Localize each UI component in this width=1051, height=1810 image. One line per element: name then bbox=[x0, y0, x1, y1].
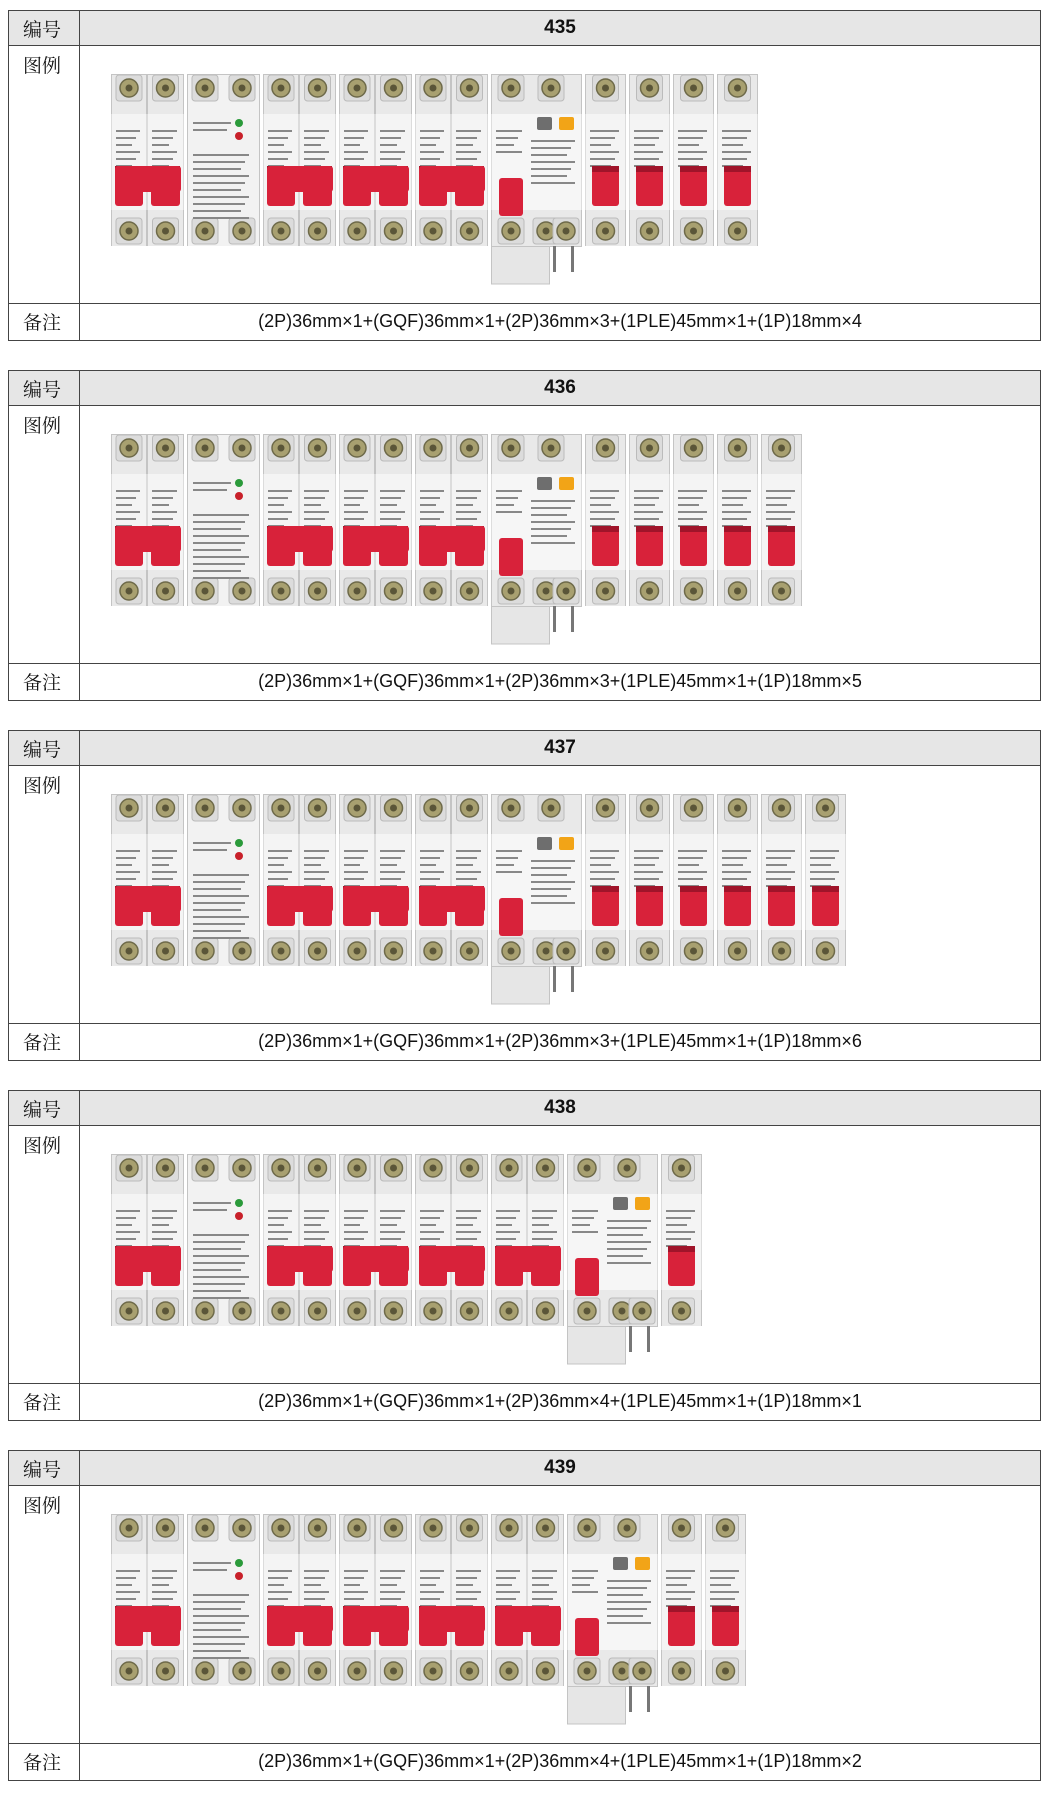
figure-label: 图例 bbox=[9, 45, 80, 303]
remark-row bbox=[9, 663, 1040, 700]
breaker-2p-module bbox=[491, 1154, 567, 1326]
voltage-protector-module bbox=[187, 74, 263, 246]
voltage-protector-module bbox=[187, 1514, 263, 1686]
rcbo-1ple-module bbox=[491, 434, 585, 646]
figure-area bbox=[80, 1485, 1040, 1743]
rcbo-1ple-module bbox=[491, 794, 585, 1006]
breaker-1p-module bbox=[673, 74, 717, 246]
breaker-2p-module bbox=[111, 794, 187, 966]
breaker-2p-module bbox=[111, 1154, 187, 1326]
remark-label: 备注 bbox=[9, 1023, 80, 1060]
figure-area bbox=[80, 765, 1040, 1023]
id-row bbox=[9, 1451, 1040, 1486]
breaker-2p-module bbox=[263, 74, 339, 246]
figure-row bbox=[9, 1125, 1040, 1384]
config-remark: (2P)36mm×1+(GQF)36mm×1+(2P)36mm×4+(1PLE)45mm×1+(1P)18mm×1 bbox=[258, 1391, 862, 1411]
breaker-table-list bbox=[0, 10, 1051, 1810]
config-remark: (2P)36mm×1+(GQF)36mm×1+(2P)36mm×3+(1PLE)45mm×1+(1P)18mm×5 bbox=[258, 671, 862, 691]
config-id: 438 bbox=[544, 1097, 576, 1118]
breaker-1p-module bbox=[661, 1154, 705, 1326]
remark-label: 备注 bbox=[9, 1383, 80, 1420]
breaker-config-block-435 bbox=[8, 10, 1041, 341]
config-remark: (2P)36mm×1+(GQF)36mm×1+(2P)36mm×3+(1PLE)45mm×1+(1P)18mm×4 bbox=[258, 311, 862, 331]
config-id: 435 bbox=[544, 17, 576, 38]
breaker-config-block-439 bbox=[8, 1450, 1041, 1781]
breaker-2p-module bbox=[339, 794, 415, 966]
figure-area bbox=[80, 405, 1040, 663]
breaker-config-block-436 bbox=[8, 370, 1041, 701]
breaker-config-block-438 bbox=[8, 1090, 1041, 1421]
breaker-module-strip bbox=[111, 434, 805, 646]
breaker-2p-module bbox=[111, 434, 187, 606]
config-id: 437 bbox=[544, 737, 576, 758]
breaker-1p-module bbox=[629, 794, 673, 966]
breaker-2p-module bbox=[415, 74, 491, 246]
breaker-2p-module bbox=[415, 434, 491, 606]
breaker-module-strip bbox=[111, 794, 849, 1006]
breaker-2p-module bbox=[263, 434, 339, 606]
breaker-2p-module bbox=[415, 794, 491, 966]
breaker-1p-module bbox=[717, 74, 761, 246]
breaker-1p-module bbox=[805, 794, 849, 966]
breaker-1p-module bbox=[717, 434, 761, 606]
id-label: 编号 bbox=[9, 371, 80, 405]
remark-row bbox=[9, 303, 1040, 340]
breaker-1p-module bbox=[585, 434, 629, 606]
remark-label: 备注 bbox=[9, 1743, 80, 1780]
config-remark: (2P)36mm×1+(GQF)36mm×1+(2P)36mm×4+(1PLE)45mm×1+(1P)18mm×2 bbox=[258, 1751, 862, 1771]
breaker-1p-module bbox=[629, 434, 673, 606]
figure-row bbox=[9, 1485, 1040, 1744]
breaker-1p-module bbox=[717, 794, 761, 966]
rcbo-1ple-module bbox=[491, 74, 585, 286]
id-label: 编号 bbox=[9, 731, 80, 765]
config-id: 436 bbox=[544, 377, 576, 398]
breaker-1p-module bbox=[585, 794, 629, 966]
id-label: 编号 bbox=[9, 1091, 80, 1125]
id-label: 编号 bbox=[9, 11, 80, 45]
breaker-1p-module bbox=[673, 794, 717, 966]
figure-area bbox=[80, 45, 1040, 303]
id-row bbox=[9, 371, 1040, 406]
id-row bbox=[9, 1091, 1040, 1126]
breaker-config-block-437 bbox=[8, 730, 1041, 1061]
breaker-1p-module bbox=[761, 434, 805, 606]
breaker-2p-module bbox=[111, 74, 187, 246]
breaker-1p-module bbox=[705, 1514, 749, 1686]
remark-row bbox=[9, 1023, 1040, 1060]
figure-label: 图例 bbox=[9, 1125, 80, 1383]
id-label: 编号 bbox=[9, 1451, 80, 1485]
id-row bbox=[9, 731, 1040, 766]
breaker-2p-module bbox=[263, 1154, 339, 1326]
figure-row bbox=[9, 405, 1040, 664]
voltage-protector-module bbox=[187, 434, 263, 606]
breaker-2p-module bbox=[111, 1514, 187, 1686]
figure-row bbox=[9, 45, 1040, 304]
breaker-2p-module bbox=[491, 1514, 567, 1686]
remark-label: 备注 bbox=[9, 663, 80, 700]
breaker-2p-module bbox=[415, 1514, 491, 1686]
figure-label: 图例 bbox=[9, 405, 80, 663]
figure-label: 图例 bbox=[9, 1485, 80, 1743]
rcbo-1ple-module bbox=[567, 1154, 661, 1366]
remark-row bbox=[9, 1743, 1040, 1780]
figure-area bbox=[80, 1125, 1040, 1383]
rcbo-1ple-module bbox=[567, 1514, 661, 1726]
remark-row bbox=[9, 1383, 1040, 1420]
voltage-protector-module bbox=[187, 794, 263, 966]
remark-label: 备注 bbox=[9, 303, 80, 340]
breaker-module-strip bbox=[111, 1154, 705, 1366]
figure-label: 图例 bbox=[9, 765, 80, 1023]
breaker-2p-module bbox=[339, 434, 415, 606]
breaker-2p-module bbox=[339, 74, 415, 246]
breaker-2p-module bbox=[339, 1514, 415, 1686]
config-remark: (2P)36mm×1+(GQF)36mm×1+(2P)36mm×3+(1PLE)45mm×1+(1P)18mm×6 bbox=[258, 1031, 862, 1051]
breaker-2p-module bbox=[339, 1154, 415, 1326]
id-row bbox=[9, 11, 1040, 46]
breaker-module-strip bbox=[111, 74, 761, 286]
breaker-1p-module bbox=[585, 74, 629, 246]
breaker-module-strip bbox=[111, 1514, 749, 1726]
breaker-2p-module bbox=[263, 794, 339, 966]
breaker-2p-module bbox=[415, 1154, 491, 1326]
breaker-1p-module bbox=[761, 794, 805, 966]
breaker-1p-module bbox=[661, 1514, 705, 1686]
breaker-1p-module bbox=[629, 74, 673, 246]
config-id: 439 bbox=[544, 1457, 576, 1478]
breaker-1p-module bbox=[673, 434, 717, 606]
breaker-2p-module bbox=[263, 1514, 339, 1686]
figure-row bbox=[9, 765, 1040, 1024]
voltage-protector-module bbox=[187, 1154, 263, 1326]
